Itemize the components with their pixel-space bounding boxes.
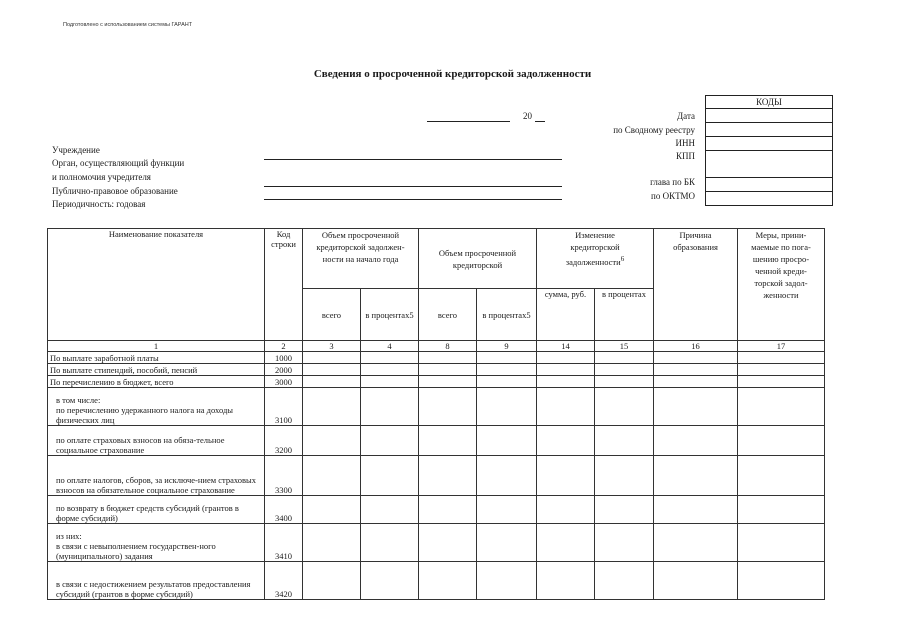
value-cell[interactable] [595, 376, 654, 388]
table-row [48, 524, 825, 562]
header-reason: Причина образования [654, 229, 738, 341]
header-code: Код строки [265, 229, 303, 341]
value-cell[interactable] [361, 364, 419, 376]
header-begin-year [303, 229, 419, 289]
code-inn-field[interactable] [706, 136, 832, 150]
value-cell[interactable] [477, 562, 537, 600]
value-cell[interactable] [419, 524, 477, 562]
value-cell[interactable] [477, 364, 537, 376]
row-code: 3300 [265, 456, 303, 496]
row-name: По перечислению в бюджет, всего [48, 376, 265, 388]
header-measures-line-3: шению просро- [752, 254, 810, 264]
label-bk-chapter: глава по БК [650, 177, 695, 187]
row-name: по оплате налогов, сборов, за исключе-нием страховых взносов на обязательное социальное страхование [48, 456, 265, 496]
value-cell[interactable] [477, 496, 537, 524]
value-cell[interactable] [537, 426, 595, 456]
value-cell[interactable] [477, 524, 537, 562]
value-cell[interactable] [419, 388, 477, 426]
value-cell[interactable] [595, 388, 654, 426]
col-num: 1 [48, 341, 265, 352]
value-cell[interactable] [595, 426, 654, 456]
label-founder-1: Орган, осуществляющий функции [52, 158, 185, 168]
value-cell[interactable] [738, 562, 825, 600]
row-code: 3000 [265, 376, 303, 388]
label-registry: по Сводному реестру [613, 125, 695, 135]
value-cell[interactable] [738, 456, 825, 496]
value-cell[interactable] [303, 496, 361, 524]
value-cell[interactable] [537, 364, 595, 376]
debt-table [47, 228, 825, 600]
row-name: По выплате стипендий, пособий, пенсий [48, 364, 265, 376]
sub-pct-begin: в процентах5 [361, 289, 419, 341]
page-title: Сведения о просроченной кредиторской задолженности [313, 68, 592, 80]
table-body [48, 352, 825, 600]
code-kpp-field[interactable] [706, 150, 832, 177]
value-cell[interactable] [419, 496, 477, 524]
label-kpp: КПП [675, 151, 695, 161]
value-cell[interactable] [654, 456, 738, 496]
sub-pct-change: в процентах [595, 289, 654, 341]
header-measures-line-5: торской задол- [754, 278, 808, 288]
value-cell[interactable] [303, 562, 361, 600]
date-year: 20 [523, 111, 532, 121]
value-cell[interactable] [738, 426, 825, 456]
code-oktmo-field[interactable] [706, 191, 832, 205]
value-cell[interactable] [738, 364, 825, 376]
value-cell[interactable] [477, 388, 537, 426]
col-num: 8 [419, 341, 477, 352]
value-cell[interactable] [419, 376, 477, 388]
header-change-line-2: кредиторской [570, 242, 620, 252]
header-begin-line-3: ности на начало года [322, 254, 399, 264]
table-row [48, 364, 825, 376]
label-institution: Учреждение [52, 145, 100, 155]
header-measures [738, 229, 825, 341]
header-begin-line-2: кредиторской задолжен- [316, 242, 405, 252]
year-blank-line [535, 121, 545, 122]
value-cell[interactable] [595, 562, 654, 600]
col-num: 4 [361, 341, 419, 352]
label-periodicity: Периодичность: годовая [52, 199, 146, 209]
value-cell[interactable] [654, 352, 738, 364]
header-measures-line-2: маемые по пога- [751, 242, 811, 252]
value-cell[interactable] [654, 426, 738, 456]
value-cell[interactable] [419, 426, 477, 456]
row-code: 1000 [265, 352, 303, 364]
value-cell[interactable] [303, 388, 361, 426]
row-code: 2000 [265, 364, 303, 376]
header-change-line-3: задолженности [565, 256, 621, 267]
label-date: Дата [677, 111, 695, 121]
value-cell[interactable] [595, 524, 654, 562]
col-num: 9 [477, 341, 537, 352]
value-cell[interactable] [738, 388, 825, 426]
header-measures-line-6: женности [763, 290, 799, 300]
code-bk-field[interactable] [706, 177, 832, 191]
column-numbers-row [48, 341, 825, 352]
value-cell[interactable] [537, 562, 595, 600]
codes-header: КОДЫ [756, 97, 782, 107]
value-cell[interactable] [477, 352, 537, 364]
table-row [48, 388, 825, 426]
value-cell[interactable] [419, 456, 477, 496]
col-num: 16 [654, 341, 738, 352]
label-oktmo: по ОКТМО [651, 191, 695, 201]
value-cell[interactable] [361, 426, 419, 456]
value-cell[interactable] [477, 426, 537, 456]
value-cell[interactable] [537, 352, 595, 364]
value-cell[interactable] [477, 376, 537, 388]
value-cell[interactable] [303, 376, 361, 388]
value-cell[interactable] [303, 352, 361, 364]
header-measures-line-1: Меры, прини- [755, 230, 807, 240]
table-row [48, 496, 825, 524]
header-volume: Объем просроченной кредиторской [419, 229, 537, 289]
label-public-entity: Публично-правовое образование [52, 186, 178, 196]
value-cell[interactable] [537, 456, 595, 496]
header-change-line-1: Изменение [575, 230, 615, 240]
row-name: по возврату в бюджет средств субсидий (грантов в форме субсидий) [48, 496, 265, 524]
code-date-field[interactable] [706, 108, 832, 122]
row-name: по оплате страховых взносов на обяза-тельное социальное страхование [48, 426, 265, 456]
value-cell[interactable] [738, 496, 825, 524]
date-blank-line [427, 121, 510, 122]
row-name: в связи с недостижением результатов предоставления субсидий (грантов в форме субсидий) [48, 562, 265, 600]
value-cell[interactable] [361, 388, 419, 426]
value-cell[interactable] [537, 388, 595, 426]
value-cell[interactable] [361, 376, 419, 388]
value-cell[interactable] [361, 352, 419, 364]
table-row [48, 562, 825, 600]
value-cell[interactable] [361, 562, 419, 600]
value-cell[interactable] [537, 496, 595, 524]
row-name: По выплате заработной платы [48, 352, 265, 364]
value-cell[interactable] [303, 426, 361, 456]
code-registry-field[interactable] [706, 122, 832, 136]
value-cell[interactable] [537, 376, 595, 388]
row-name: в том числе: по перечислению удержанного налога на доходы физических лиц [48, 388, 265, 426]
header-begin-line-1: Объем просроченной [321, 230, 400, 240]
founder-line[interactable] [264, 186, 562, 187]
value-cell[interactable] [361, 524, 419, 562]
table-row [48, 426, 825, 456]
row-code: 3200 [265, 426, 303, 456]
value-cell[interactable] [361, 496, 419, 524]
value-cell[interactable] [654, 376, 738, 388]
value-cell[interactable] [303, 524, 361, 562]
value-cell[interactable] [654, 388, 738, 426]
value-cell[interactable] [595, 456, 654, 496]
value-cell[interactable] [361, 456, 419, 496]
value-cell[interactable] [419, 364, 477, 376]
value-cell[interactable] [654, 562, 738, 600]
table-row [48, 352, 825, 364]
table-row [48, 376, 825, 388]
col-num: 15 [595, 341, 654, 352]
row-code: 3410 [265, 524, 303, 562]
header-measures-line-4: ченной креди- [755, 266, 807, 276]
value-cell[interactable] [595, 364, 654, 376]
sub-pct-volume: в процентах5 [477, 289, 537, 341]
value-cell[interactable] [303, 364, 361, 376]
row-code: 3420 [265, 562, 303, 600]
value-cell[interactable] [738, 376, 825, 388]
value-cell[interactable] [738, 524, 825, 562]
col-num: 2 [265, 341, 303, 352]
row-name: из них: в связи с невыполнением государствен-ного (муниципального) задания [48, 524, 265, 562]
header-change-footnote: 6 [620, 255, 625, 263]
value-cell[interactable] [419, 562, 477, 600]
value-cell[interactable] [419, 352, 477, 364]
value-cell[interactable] [595, 352, 654, 364]
value-cell[interactable] [654, 524, 738, 562]
row-code: 3400 [265, 496, 303, 524]
row-code: 3100 [265, 388, 303, 426]
col-num: 3 [303, 341, 361, 352]
value-cell[interactable] [654, 496, 738, 524]
codes-box [705, 95, 833, 206]
value-cell[interactable] [595, 496, 654, 524]
sub-sum-change: сумма, руб. [537, 289, 595, 341]
value-cell[interactable] [477, 456, 537, 496]
sub-total-begin: всего [303, 289, 361, 341]
public-entity-line[interactable] [264, 199, 562, 200]
col-num: 17 [738, 341, 825, 352]
label-founder-2: и полномочия учредителя [52, 172, 151, 182]
value-cell[interactable] [303, 456, 361, 496]
table-row [48, 456, 825, 496]
value-cell[interactable] [654, 364, 738, 376]
value-cell[interactable] [738, 352, 825, 364]
sub-total-volume: всего [419, 289, 477, 341]
label-inn: ИНН [675, 138, 695, 148]
garant-note: Подготовлено с использованием системы ГАРАНТ [63, 22, 193, 28]
header-change [537, 229, 654, 289]
col-num: 14 [537, 341, 595, 352]
institution-line[interactable] [264, 159, 562, 160]
value-cell[interactable] [537, 524, 595, 562]
header-name: Наименование показателя [48, 229, 265, 341]
